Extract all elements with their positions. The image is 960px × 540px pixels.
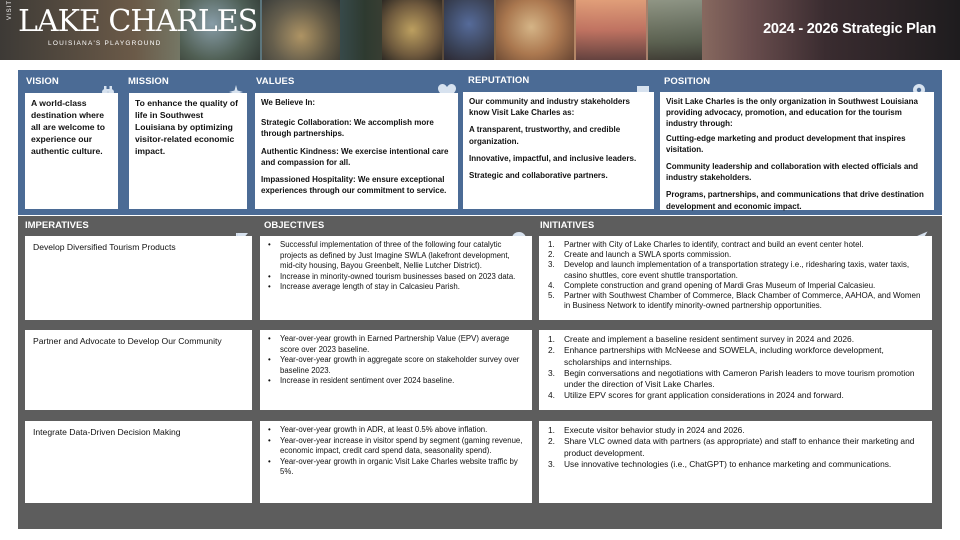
initiative-text: Partner with City of Lake Charles to identify, contract and build an event center hotel. (564, 240, 864, 249)
initiatives-cell (539, 330, 932, 410)
objective-item: • Year-over-year growth in organic Visit Lake Charles website traffic by 5%. (266, 457, 524, 478)
initiative-item (545, 291, 924, 311)
initiative-text: Utilize EPV scores for grant application considerations in 2024 and forward. (564, 390, 844, 401)
initiative-item (545, 436, 924, 459)
initiative-number: 2. (548, 345, 555, 356)
mission-text: To enhance the quality of life in Southwest Louisiana by optimizing visitor-related economic impact. (135, 98, 238, 156)
position-heading: POSITION (664, 76, 711, 87)
values-box (255, 93, 458, 209)
initiative-number: 4. (548, 280, 555, 290)
value-item: Impassioned Hospitality: We ensure exceptional experiences through our commitment to service. (261, 175, 447, 196)
initiative-number: 1. (548, 334, 555, 344)
initiatives-cell (539, 236, 932, 320)
imperatives-heading: IMPERATIVES (25, 220, 89, 231)
mission-heading: MISSION (128, 76, 169, 87)
values-heading: VALUES (256, 76, 295, 87)
reputation-heading: REPUTATION (468, 75, 530, 86)
initiative-text: Use innovative technologies (i.e., ChatGPT) to enhance marketing and communications. (564, 458, 892, 469)
initiative-number: 1. (548, 240, 555, 249)
initiative-item (545, 368, 924, 391)
objectives-cell (260, 236, 532, 320)
initiative-text: Develop and launch implementation of a transportation strategy i.e., ridesharing taxis, water taxis, casino shuttles, core event shuttle transportation. (564, 260, 910, 280)
imperative-text: Develop Diversified Tourism Products (33, 242, 176, 252)
initiative-item (545, 250, 924, 260)
imperative-cell (25, 330, 252, 410)
imperative-cell (25, 421, 252, 503)
initiative-number: 5. (548, 291, 555, 301)
reputation-intro: Our community and industry stakeholders know Visit Lake Charles as: (469, 97, 630, 118)
position-intro: Visit Lake Charles is the only organization in Southwest Louisiana providing advocacy, promotion, and education for the tourism industry through: (666, 97, 918, 129)
imperative-cell (25, 236, 252, 320)
imperative-text: Integrate Data-Driven Decision Making (33, 427, 181, 437)
objectives-cell (260, 330, 532, 410)
header-photo (576, 0, 646, 60)
reputation-box (463, 92, 654, 209)
objectives-cell (260, 421, 532, 503)
header-photo (496, 0, 574, 60)
page-title: 2024 - 2026 Strategic Plan (763, 21, 936, 37)
header-photo (262, 0, 340, 60)
initiative-text: Complete construction and grand opening of Mardi Gras Museum of Imperial Calcasieu. (564, 280, 876, 290)
initiative-item (545, 425, 924, 436)
initiative-text: Partner with Southwest Chamber of Commerce, Black Chamber of Commerce, AAHOA, and Women in Business Network to identify minority-owned partnership opportunities. (564, 291, 921, 311)
header-photo (382, 0, 442, 60)
objective-item: • Year-over-year increase in visitor spend by segment (gaming revenue, economic impact, credit card spend data, seasonality spend). (266, 436, 524, 457)
initiative-text: Share VLC owned data with partners (as appropriate) and staff to enhance their marketing and product development. (564, 436, 915, 458)
vision-box (25, 93, 118, 209)
initiative-number: 3. (548, 458, 555, 469)
objective-item: • Year-over-year growth in Earned Partnership Value (EPV) average score over 2023 baseline. (266, 334, 524, 355)
initiative-item (545, 260, 924, 280)
initiative-number: 2. (548, 436, 555, 447)
objective-item: • Year-over-year growth in ADR, at least 0.5% above inflation. (266, 425, 524, 436)
vision-text: A world-class destination where all are welcome to experience our authentic culture. (31, 98, 106, 156)
initiative-item (545, 390, 924, 401)
value-item: Strategic Collaboration: We accomplish more through partnerships. (261, 118, 434, 139)
position-item: Cutting-edge marketing and product development that inspires visitation. (666, 133, 906, 154)
values-intro: We Believe In: (261, 98, 316, 107)
header-banner (0, 0, 960, 60)
initiative-number: 3. (548, 260, 555, 270)
objectives-heading: OBJECTIVES (264, 220, 325, 231)
logo-visit-text: VISIT (7, 0, 13, 20)
initiative-text: Execute visitor behavior study in 2024 and 2026. (564, 425, 745, 435)
header-photo (444, 0, 494, 60)
position-box (660, 92, 934, 210)
initiatives-cell (539, 421, 932, 503)
initiative-item (545, 240, 924, 250)
initiative-text: Create and launch a SWLA sports commission. (564, 250, 732, 260)
initiatives-heading: INITIATIVES (540, 220, 595, 231)
initiative-number: 4. (548, 390, 555, 401)
initiative-item (545, 345, 924, 368)
reputation-item: Strategic and collaborative partners. (469, 171, 608, 181)
initiative-item (545, 459, 924, 470)
objective-item: • Successful implementation of three of the following four catalytic projects as defined by Just Imagine SWLA (lakefront development, mid-city housing, Bayou Greenbelt, Nellie Lutcher District). (266, 240, 524, 272)
mission-box (129, 93, 247, 209)
initiative-number: 1. (548, 425, 555, 435)
initiative-number: 2. (548, 250, 555, 260)
imperative-text: Partner and Advocate to Develop Our Community (33, 336, 222, 346)
objective-item: • Increase average length of stay in Calcasieu Parish. (266, 282, 524, 293)
reputation-item: Innovative, impactful, and inclusive leaders. (469, 153, 637, 163)
position-item: Community leadership and collaboration with elected officials and industry stakeholders. (666, 162, 919, 183)
initiative-item (545, 334, 924, 345)
logo: LAKE CHARLES (18, 4, 258, 39)
position-item: Programs, partnerships, and communications that drive destination development and economic impact. (666, 190, 924, 211)
logo-tagline: LOUISIANA'S PLAYGROUND (48, 40, 162, 47)
reputation-item: A transparent, trustworthy, and credible organization. (469, 125, 621, 146)
objective-item: • Increase in minority-owned tourism businesses based on 2023 data. (266, 272, 524, 283)
vision-heading: VISION (26, 76, 59, 87)
objective-item: • Year-over-year growth in aggregate score on stakeholder survey over baseline 2023. (266, 355, 524, 376)
value-item: Authentic Kindness: We exercise intentional care and compassion for all. (261, 146, 449, 167)
initiative-text: Begin conversations and negotiations with Cameron Parish leaders to move tourism promotion under the direction of Visit Lake Charles. (564, 367, 915, 390)
initiative-item (545, 281, 924, 291)
initiative-number: 3. (548, 367, 555, 378)
header-photo (648, 0, 702, 60)
initiative-text: Create and implement a baseline resident sentiment survey in 2024 and 2026. (564, 334, 855, 344)
initiative-text: Enhance partnerships with McNeese and SOWELA, including workforce development, scholarships and internships. (564, 345, 884, 367)
objective-item: • Increase in resident sentiment over 2024 baseline. (266, 376, 524, 387)
